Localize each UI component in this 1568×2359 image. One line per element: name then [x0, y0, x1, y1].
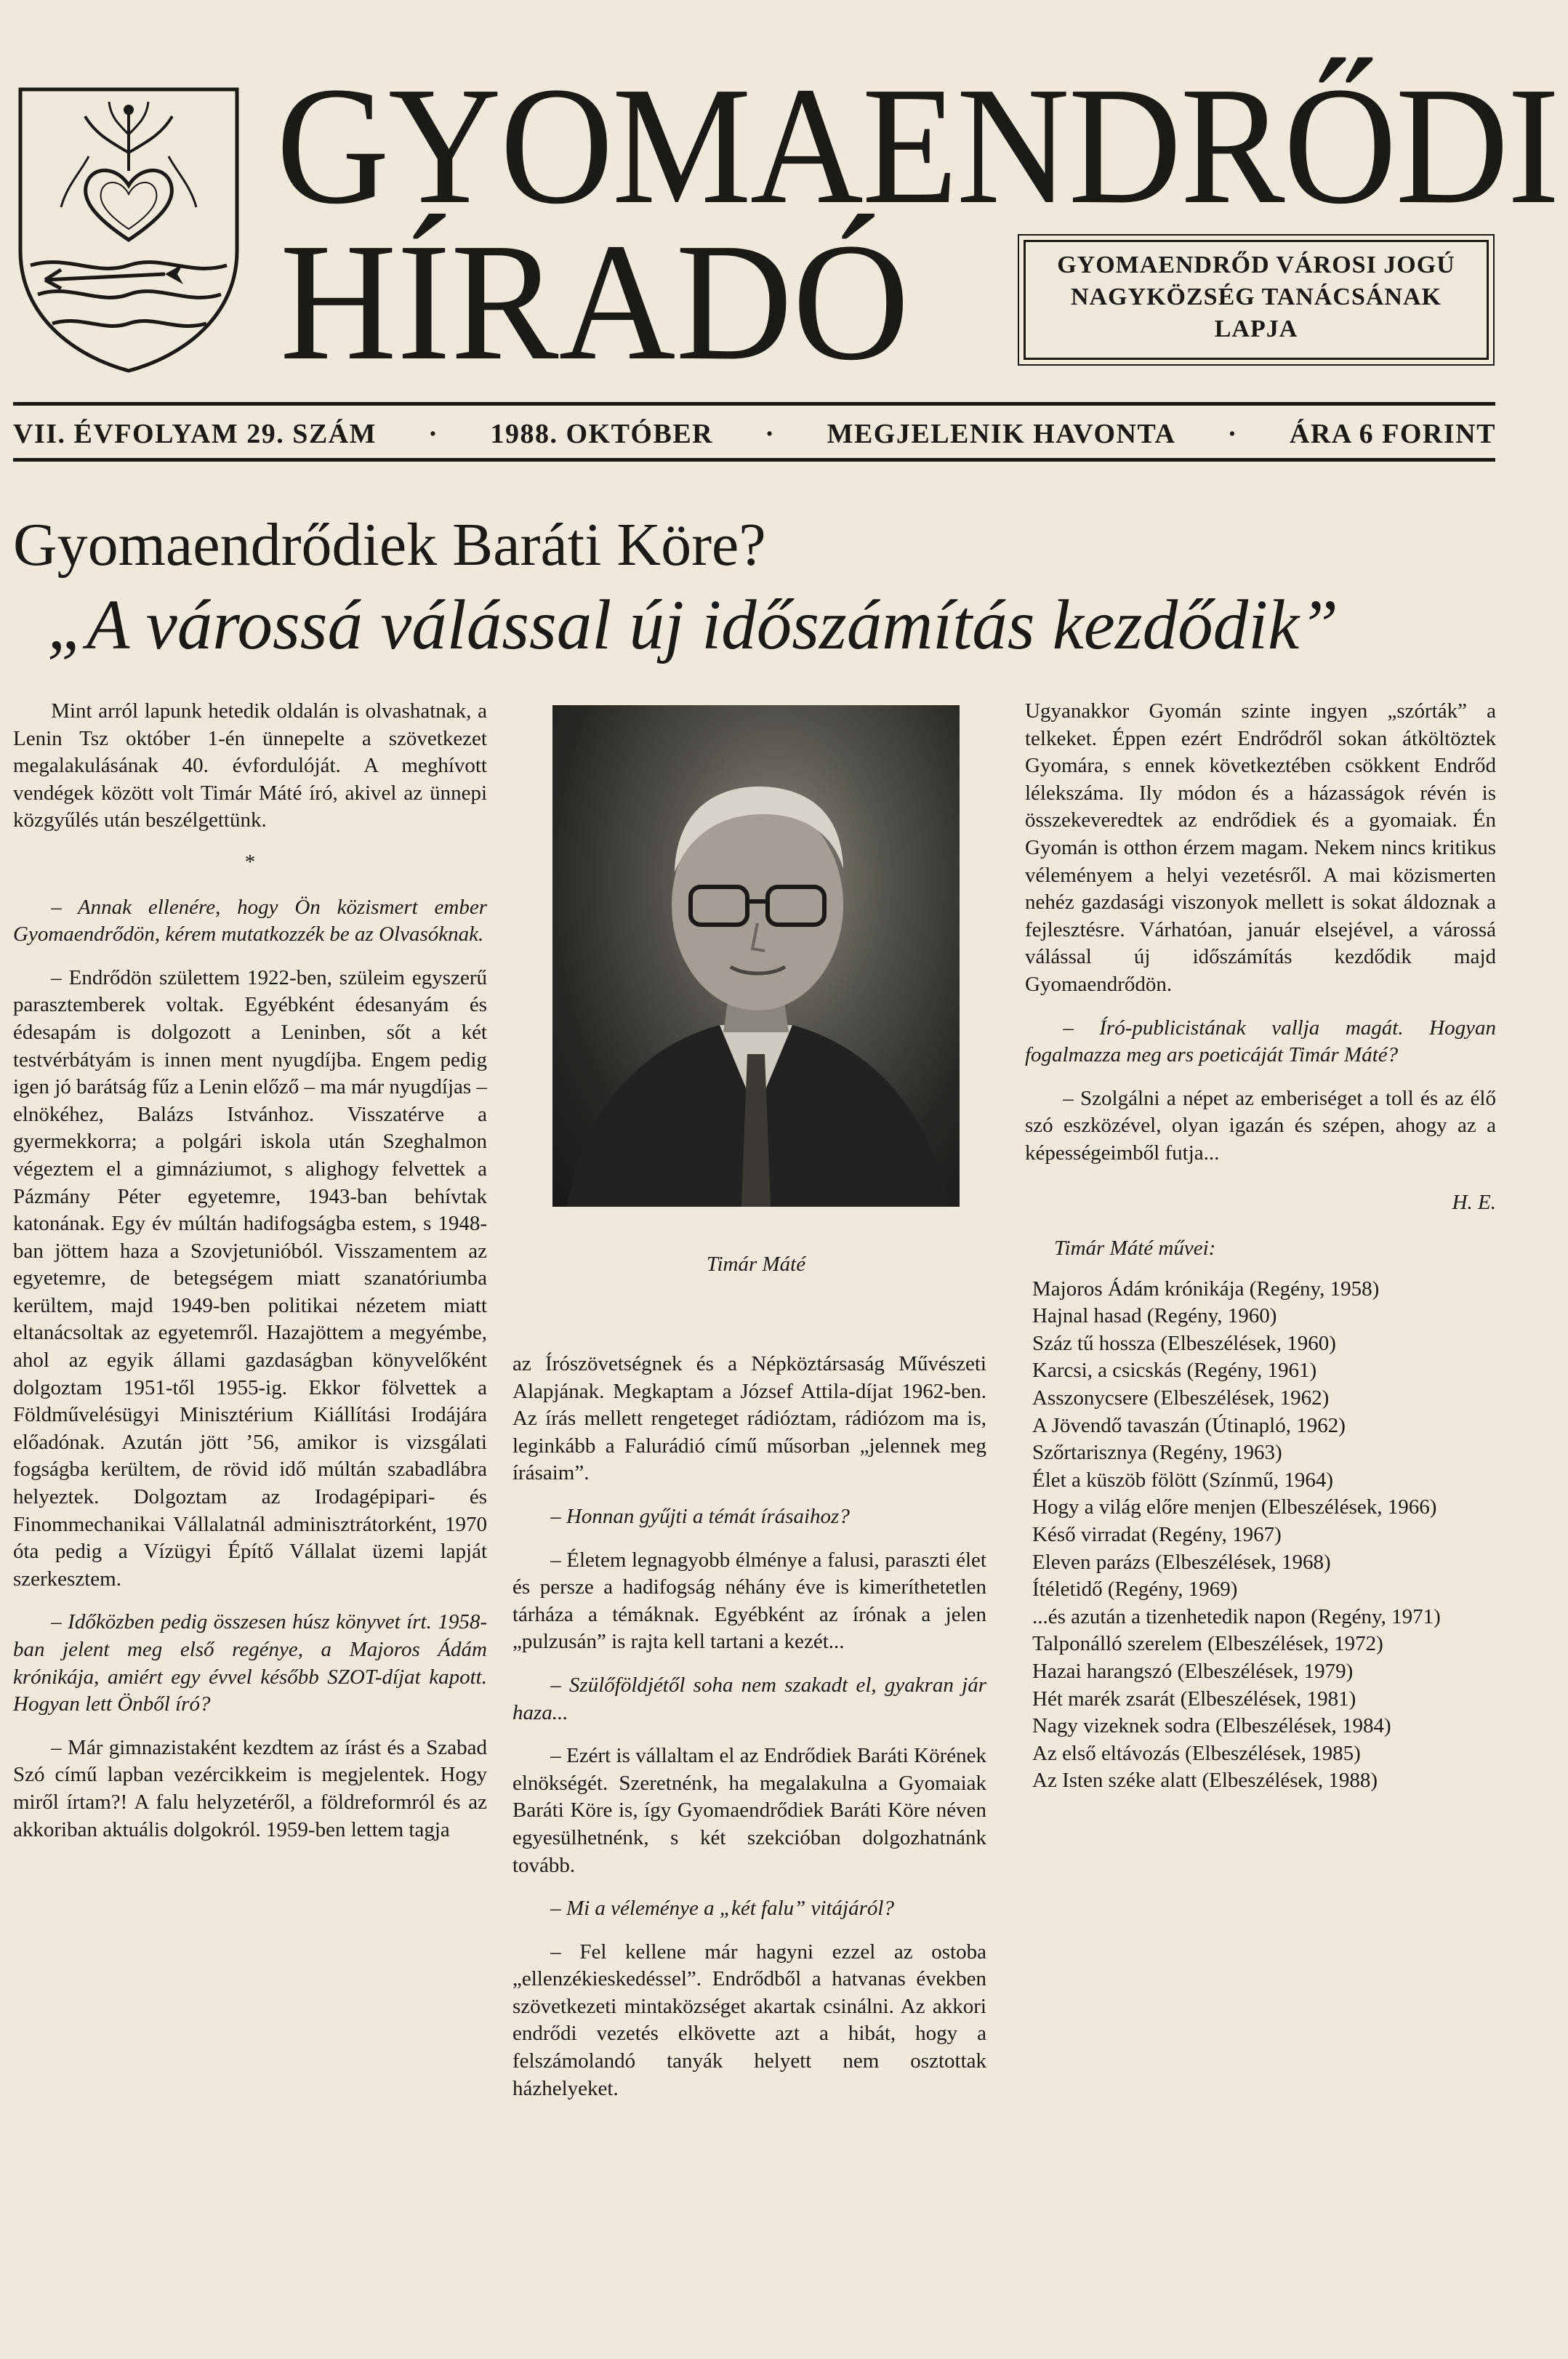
publisher-line: GYOMAENDRŐD VÁROSI JOGÚ	[1057, 252, 1455, 278]
works-list-item: Az első eltávozás (Elbeszélések, 1985)	[1032, 1741, 1361, 1765]
article-column-3	[1025, 698, 1496, 1795]
article-paragraph: – Életem legnagyobb élménye a falusi, paraszti élet és persze a hadifogság néhány éve is kimeríthetetlen tárháza a témáknak. Egyébként az írónak a jelen „pulzusán” is rajta kell tartani a kezét...	[512, 1548, 986, 1654]
interview-question: – Időközben pedig összesen húsz könyvet írt. 1958-ban jelent meg első regénye, a Majoros Ádám krónikája, amiért egy évvel később SZOT-díjat kapott. Hogyan lett Önből író?	[13, 1610, 487, 1716]
works-list-item: Élet a küszöb fölött (Színmű, 1964)	[1032, 1468, 1333, 1492]
info-separator: ·	[428, 419, 439, 449]
masthead-rule-bottom	[13, 458, 1495, 462]
article-paragraph: – Ezért is vállaltam el az Endrődiek Baráti Körének elnökségét. Szeretnénk, ha megalakulna a Gyomaiak Baráti Köre is, így Gyomaendrődiek Baráti Köre néven egyesülhetnénk, s két szekcióban dolgozhatnánk tovább.	[512, 1744, 986, 1877]
paragraph-gap	[512, 1923, 986, 1939]
masthead-title-line2: HÍRADÓ	[280, 209, 910, 395]
publisher-line: LAPJA	[1214, 316, 1298, 342]
article-paragraph: – Endrődön születtem 1922-ben, szüleim egyszerű parasztemberek voltak. Egyébként édesanyám és édesapám is dolgozott a Leninben, sőt a két testvérbátyám is innen ment nyugdíjba. Engem pedig igen jó barátság fűz a Lenin előző – ma már nyugdíjas – elnökéhez, Balázs Istvánhoz. Visszatérve a gyermekkorra; a polgári iskola után Szeghalmon végeztem el a gimnáziumot, s alighogy felvettek a Pázmány Péter egyetemre, 1943-ban behívtak katonának. Egy év múltán hadifogságba estem, s 1948-ban jöttem haza a Szovjetunióból. Visszamentem az egyetemre, de betegségem miatt szanatóriumba kerültem, majd 1949-ben politikai nézetem miatt eltanácsoltak az egyetemről. Hazajöttem a megyémbe, ahol az egyik állami gazdaságban könyvelőként dolgoztam 1951-től 1955-ig. Ekkor fölvettek a Földművelésügyi Minisztérium Kiállítási Irodájára előadónak. Azután jött ’56, amikor is vizsgálati fogságba kerültem, de rövid idő múltán szabadlábra helyeztek. Dolgoztam az Irodagépipari- és Finommechanikai Vállalatnál adminisztrátorként, 1970 óta pedig a Vízügyi Építő Vállalat üzemi lapját szerkesztem.	[13, 965, 487, 1591]
paragraph-gap	[1025, 999, 1496, 1015]
masthead-title-line1: GYOMAENDRŐDI	[276, 52, 1559, 239]
works-list-item: Száz tű hossza (Elbeszélések, 1960)	[1032, 1331, 1336, 1355]
info-separator: ·	[765, 419, 776, 449]
works-list-item: Ítéletidő (Regény, 1969)	[1032, 1578, 1238, 1602]
paragraph-gap	[512, 1531, 986, 1547]
section-separator: *	[244, 850, 256, 874]
works-list-item: Hét marék zsarát (Elbeszélések, 1981)	[1032, 1687, 1356, 1711]
article-kicker: Gyomaendrődiek Baráti Köre?	[13, 511, 766, 579]
paragraph-gap	[1025, 1168, 1496, 1183]
works-list	[1025, 1276, 1496, 1795]
works-list-item: Szőrtarisznya (Regény, 1963)	[1032, 1441, 1282, 1465]
crest-heart-arrow-icon	[16, 84, 241, 374]
works-list-item: Majoros Ádám krónikája (Regény, 1958)	[1032, 1277, 1380, 1301]
issue-volume: VII. ÉVFOLYAM 29. SZÁM	[13, 419, 377, 449]
paragraph-gap	[512, 1656, 986, 1672]
portrait-photo	[552, 705, 960, 1207]
issue-price: ÁRA 6 FORINT	[1289, 419, 1496, 449]
interview-question: – Annak ellenére, hogy Ön közismert ember Gyomaendrődön, kérem mutatkozzék be az Olvasóknak.	[13, 895, 487, 947]
works-list-title: Timár Máté művei:	[1054, 1237, 1216, 1261]
paragraph-gap	[13, 949, 487, 965]
paragraph-gap	[1025, 1069, 1496, 1085]
works-list-item: Eleven parázs (Elbeszélések, 1968)	[1032, 1550, 1331, 1574]
works-list-item: Nagy vizeknek sodra (Elbeszélések, 1984)	[1032, 1714, 1391, 1738]
paragraph-gap	[512, 1727, 986, 1743]
article-column-2	[512, 1351, 986, 2102]
works-list-item: Hogy a világ előre menjen (Elbeszélések, 1966)	[1032, 1495, 1437, 1519]
info-separator: ·	[1227, 419, 1238, 449]
article-paragraph: – Már gimnazistaként kezdtem az írást és a Szabad Szó című lapban vezércikkeim is megjelentek. Hogy miről írtam?! A falu helyzetéről, a földreformról és az akkoriban aktuális dolgokról. 1959-ben lettem tagja	[13, 1735, 487, 1841]
issue-frequency: MEGJELENIK HAVONTA	[827, 419, 1176, 449]
works-list-item: A Jövendő tavaszán (Útinapló, 1962)	[1032, 1413, 1346, 1437]
article-paragraph: Ugyanakkor Gyomán szinte ingyen „szórták” a telkeket. Éppen ezért Endrődről sokan átköltöztek Gyomára, s ennek következtében csökkent Endrőd lélekszáma. Ily módon és a házasságok révén is összekeveredtek az endrődiek és a gyomaiak. Én Gyomán is otthon érzem magam. Nekem nincs kritikus véleményem a helyi vezetésről. A mai közismerten nehéz gazdasági viszonyok mellett is sokat áldoznak a fejlesztésre. Várhatóan, január elsejével, a várossá válással új időszámítás kezdődik majd Gyomaendrődön.	[1025, 699, 1496, 996]
column-3-body	[1025, 698, 1496, 1216]
works-list-item: Karcsi, a csicskás (Regény, 1961)	[1032, 1359, 1317, 1383]
paragraph-gap	[13, 1593, 487, 1609]
masthead-rule-top	[13, 402, 1495, 406]
article-paragraph: – Fel kellene már hagyni ezzel az ostoba „ellenzékieskedéssel”. Endrődből a hatvanas években szövetkezeti mintaközséget akartak csinálni. Az akkori endrődi vezetés elkövette azt a hibát, hogy a felszámolandó tanyák helyett nem osztottak házhelyeket.	[512, 1940, 986, 2100]
photo-caption: Timár Máté	[706, 1253, 806, 1276]
publisher-box	[1024, 240, 1489, 360]
article-column-1	[13, 698, 487, 1844]
works-list-item: Hazai harangszó (Elbeszélések, 1979)	[1032, 1660, 1354, 1683]
issue-date: 1988. OKTÓBER	[490, 419, 714, 449]
interview-question: – Honnan gyűjti a témát írásaihoz?	[550, 1504, 850, 1528]
article-paragraph: – Szolgálni a népet az emberiséget a toll és az élő szó eszközével, olyan igazán és szépen, ahogy az a képességeimből futja...	[1025, 1086, 1496, 1165]
works-list-item: ...és azután a tizenhetedik napon (Regény, 1971)	[1032, 1604, 1441, 1628]
article-paragraph: az Írószövetségnek és a Népköztársaság Művészeti Alapjának. Megkaptam a József Attila-díjat 1962-ben. Az írás mellett rengeteget rádióztam, rádiózom ma is, leginkább a Falurádió című műsorban „jelennek meg írásaim”.	[512, 1352, 986, 1485]
works-list-item: Asszonycsere (Elbeszélések, 1962)	[1032, 1386, 1330, 1410]
paragraph-gap	[13, 1719, 487, 1735]
works-list-item: Késő virradat (Regény, 1967)	[1032, 1523, 1282, 1547]
works-list-item: Az Isten széke alatt (Elbeszélések, 1988)	[1032, 1769, 1378, 1793]
works-list-item: Hajnal hasad (Regény, 1960)	[1032, 1304, 1277, 1328]
paragraph-gap	[512, 1487, 986, 1503]
author-signature: H. E.	[1452, 1190, 1496, 1214]
paragraph-gap	[512, 1879, 986, 1895]
works-list-item: Talponálló szerelem (Elbeszélések, 1972)	[1032, 1632, 1383, 1656]
issue-info-bar	[13, 416, 1496, 452]
interview-question: – Író-publicistának vallja magát. Hogyan fogalmazza meg ars poeticáját Timár Máté?	[1025, 1016, 1496, 1067]
article-paragraph: Mint arról lapunk hetedik oldalán is olvashatnak, a Lenin Tsz október 1-én ünnepelte a szövetkezet megalakulásának 40. évfordulóját. A meghívott vendégek között volt Timár Máté író, akivel az ünnepi közgyűlés után beszélgettünk.	[13, 699, 487, 832]
article-headline: „A várossá válással új időszámítás kezdődik”	[47, 586, 1339, 664]
interview-question: – Mi a véleménye a „két falu” vitájáról?	[550, 1897, 894, 1921]
interview-question: – Szülőföldjétől soha nem szakadt el, gyakran jár haza...	[512, 1673, 986, 1724]
publisher-line: NAGYKÖZSÉG TANÁCSÁNAK	[1071, 284, 1442, 310]
